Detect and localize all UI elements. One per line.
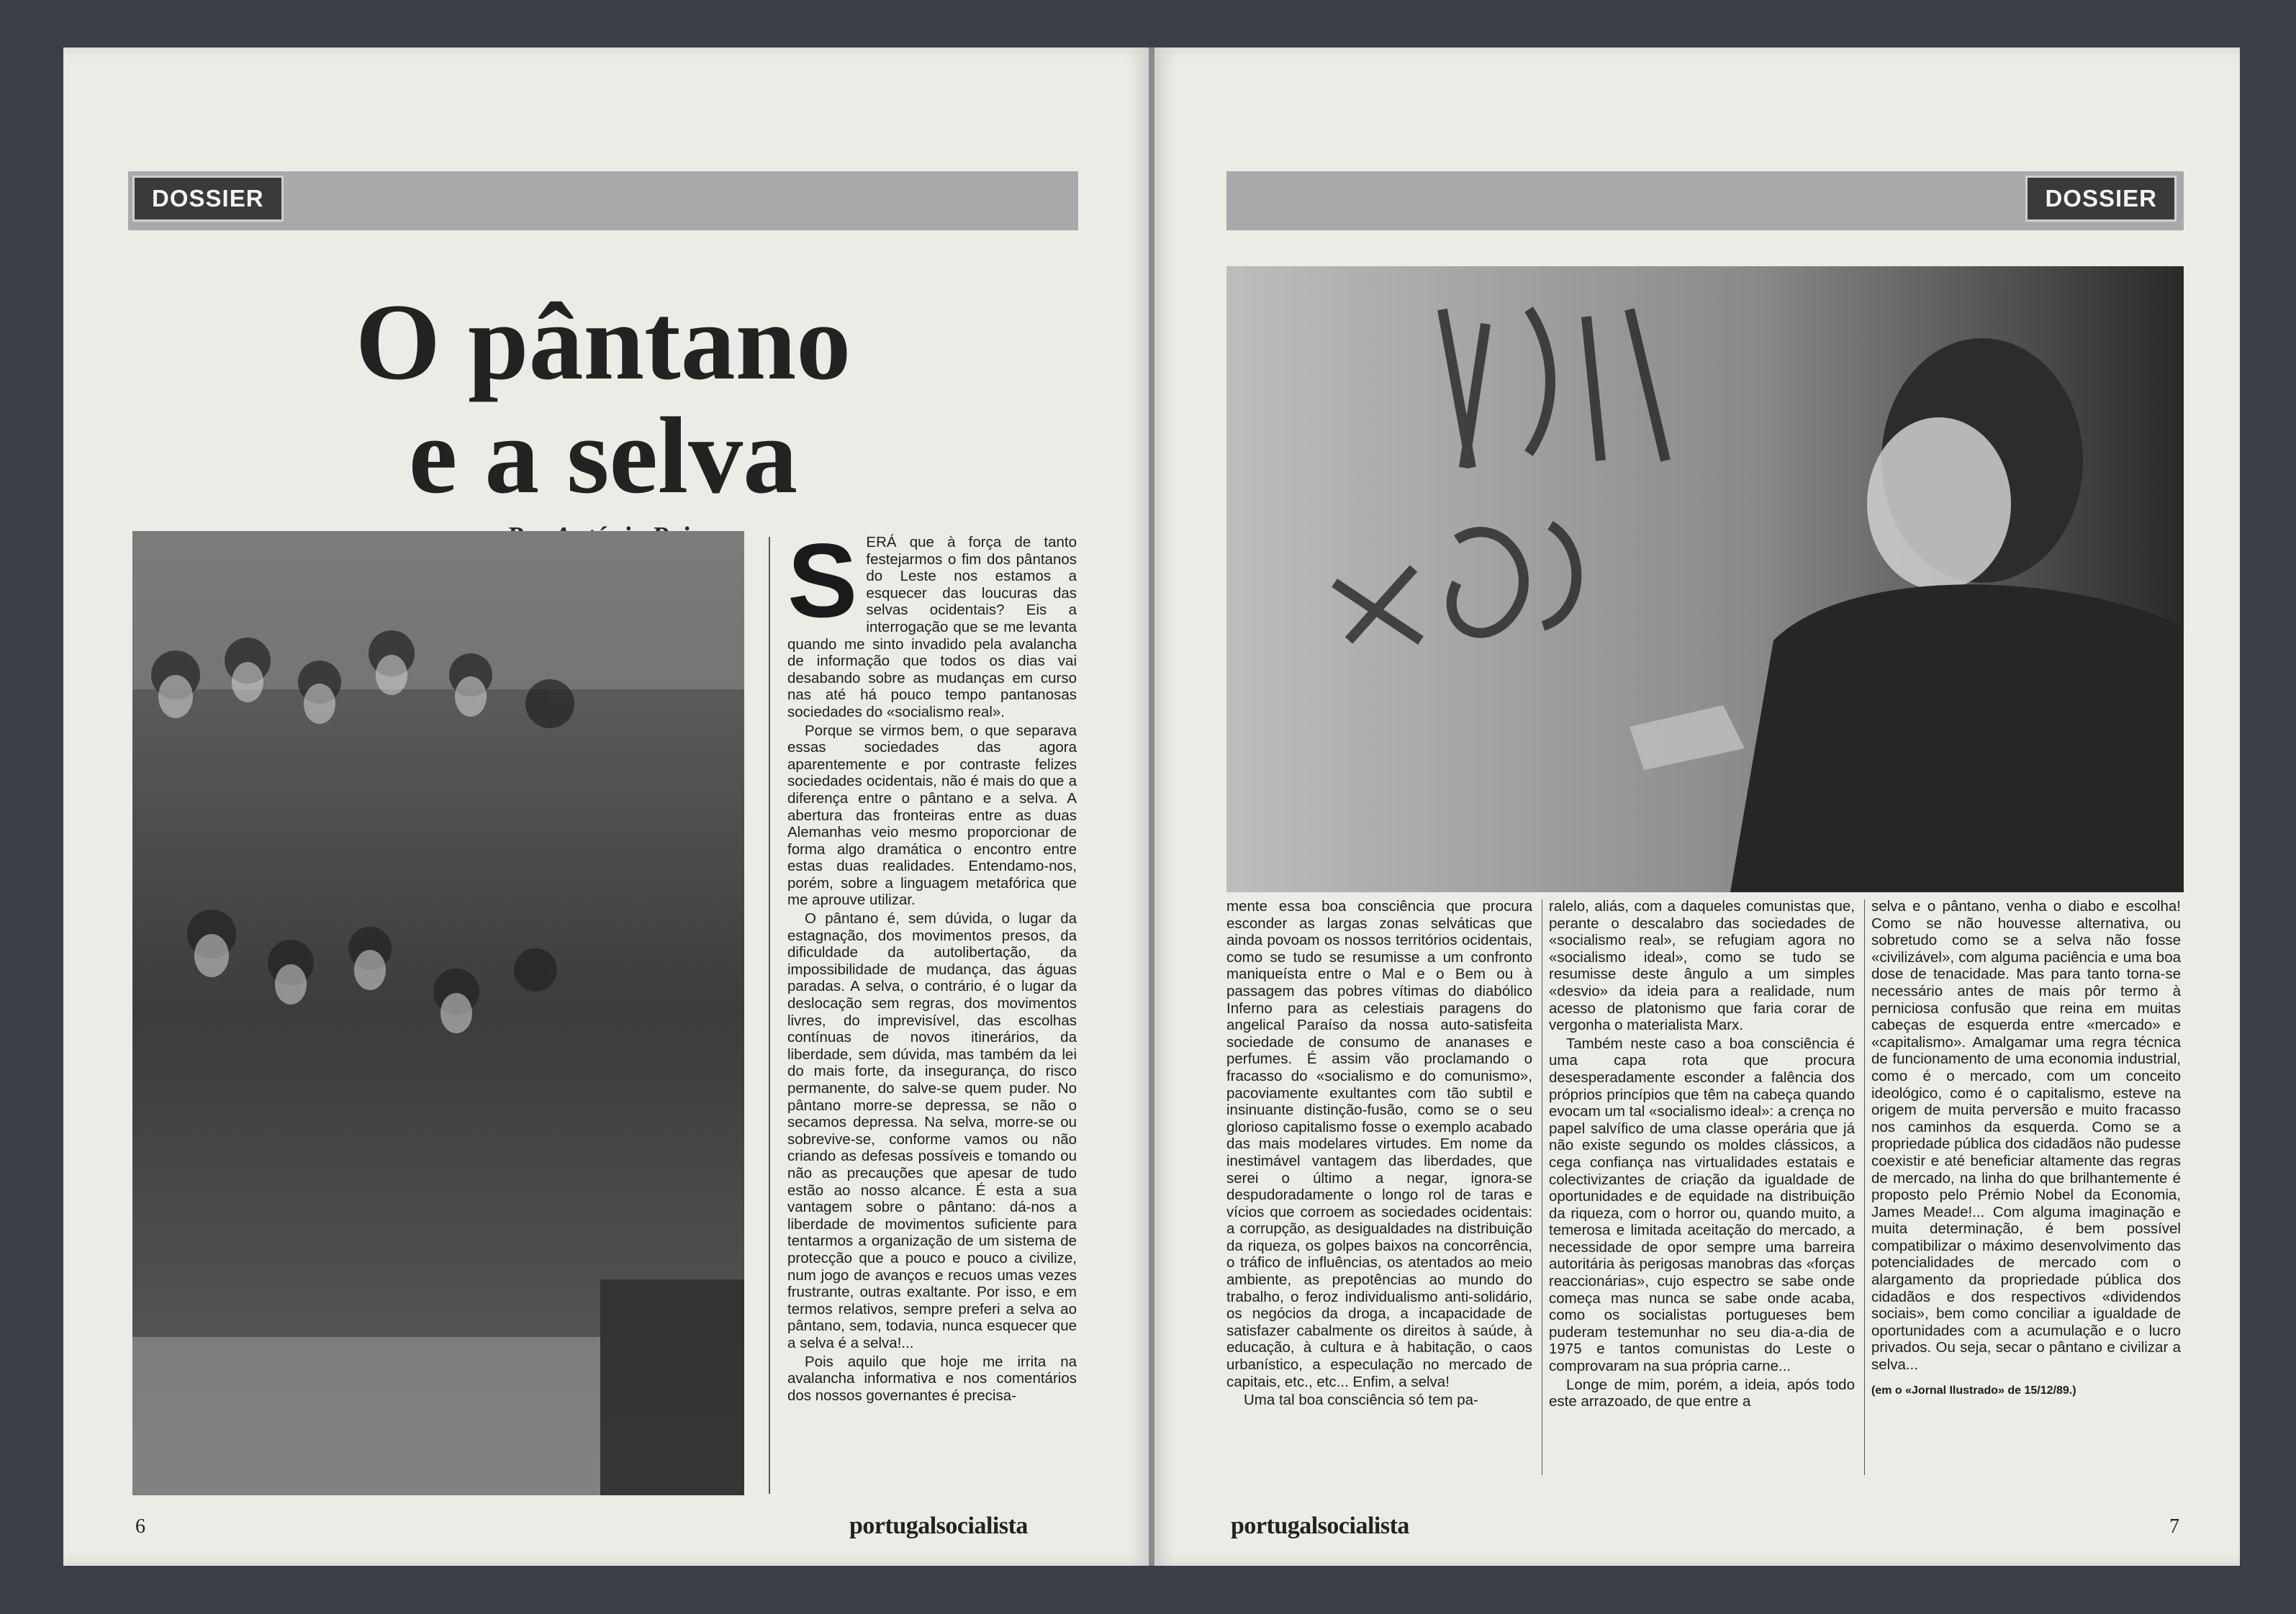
paragraph: O pântano é, sem dúvida, o lugar da estagnação, dos movimentos presos, da dificuldade da autolibertação, da impossibilidade de mudança, das águas paradas. A selva, o contrário, é o lugar da deslocação sem regras, dos movimentos livres, do imprevisível, das escolhas contínuas de novos itinerários, da liberdade, sem dúvida, mas também da lei do mais forte, da insegurança, do risco permanente, do salve-se quem puder. No pântano morre-se depressa, se não o secamos depressa. Na selva, morre-se ou sobrevive-se, conforme vamos ou não criando as defesas possíveis e tomando ou não as precauções que apesar de tudo estão ao nosso alcance. É esta a sua vantagem sobre o pântano: dá-nos a liberdade de movimentos suficiente para tentarmos a organização de um sistema de protecção que a pouco e pouco a civilize, num jogo de avanços e recuos umas vezes frustrante, outras exaltante. Por isso, e em termos relativos, sempre preferi a selva ao pântano, sem, todavia, nunca esquecer que a selva é a selva!... (787, 910, 1077, 1351)
crowd-photo (132, 531, 744, 1495)
article-column-b (1549, 898, 1855, 1412)
section-bar (1226, 171, 2184, 230)
section-bar (128, 171, 1078, 230)
article-column-1 (787, 522, 1077, 1405)
paragraph (787, 522, 1077, 721)
section-label: DOSSIER (2025, 176, 2177, 222)
article-column-a (1226, 898, 1532, 1410)
crowd-photo-icon (132, 531, 744, 1495)
berlin-wall-photo (1226, 266, 2184, 892)
paragraph: Também neste caso a boa consciência é uma capa rota que procura desesperadamente esconder a falência dos próprios princípios que têm na cabeça quando evocam um tal «socialismo ideal»: a crença no papel salvífico de uma classe operária que já não existe segundo os moldes clássicos, a cega confiança nas virtualidades estatais e colectivizantes de criação da igualdade de oportunidades e de equidade na distribuição da riqueza, com o horror ou, quando muito, a temerosa e limitada aceitação do mercado, a necessidade de opor sempre uma barreira autoritária às perigosas manobras das «forças reaccionárias», cujo espectro se sabe onde começa mas nunca se sabe onde acaba, como os socialistas portugueses bem puderam testemunhar no seu dia-a-dia de 1975 e tantos comunistas do Leste o comprovaram na sua própria carne... (1549, 1035, 1856, 1375)
berlin-wall-photo-icon (1226, 266, 2184, 892)
section-label: DOSSIER (132, 176, 284, 222)
paragraph: Uma tal boa consciência só tem pa- (1244, 1392, 1478, 1409)
paragraph: Porque se virmos bem, o que separava essas sociedades das agora aparentemente e por contraste felizes sociedades ocidentais, não é mais do que a diferença entre o pântano e a selva. A abertura das fronteiras entre as duas Alemanhas veio mesmo proporcionar de forma algo dramática o encontro entre estas duas realidades. Entendamo-nos, porém, sobre a linguagem metafórica que me aprouve utilizar. (787, 722, 1077, 909)
column-rule (769, 537, 770, 1494)
paragraph: mente essa boa consciência que procura esconder as largas zonas selváticas que ainda povoam os nossos territórios ocidentais, como se tudo se resumisse a um confronto maniqueísta entre o Mal e o Bem ou à passagem das pobres vítimas do diabólico Inferno para as celestiais paragens do angelical Paraíso da nossa auto-satisfeita sociedade de consumo de ananases e perfumes. É assim vão proclamando o fracasso do «socialismo e do comunismo», pacoviamente exultantes com tão subtil e insinuante distinção-fusão, como se o seu glorioso capitalismo fosse o exemplo acabado das mais modelares virtudes. Em nome da inestimável vantagem das liberdades, que serei o último a negar, ignora-se despudoradamente o longo rol de taras e vícios que corroem as sociedades ocidentais: a corrupção, as desigualdades na distribuição da riqueza, os golpes baixos na concorrência, o tráfico de influências, os atentados ao meio ambiente, as prepotências ao mundo do trabalho, o feroz individualismo anti-solidário, os negócios da droga, a incapacidade de satisfazer cabalmente os direitos à saúde, à educação, à cultura e à habitação, o caos urbanístico, a especulação no mercado de capitais, etc., etc... Enfim, a selva! (1226, 898, 1532, 1390)
page-number: 7 (2169, 1515, 2179, 1538)
headline-line-1: O pântano (355, 281, 851, 402)
publication-brand: portugalsocialista (849, 1513, 1028, 1539)
column-rule (1864, 899, 1865, 1475)
paragraph: Longe de mim, porém, a ideia, após todo este arrazoado, de que entre a (1549, 1376, 1855, 1410)
left-page (63, 47, 1149, 1566)
paragraph: selva e o pântano, venha o diabo e escolha! Como se não houvesse alternativa, ou sobretudo como se a selva não fosse «civilizável», com alguma paciência e uma boa dose de tenacidade. Mas para tanto torna-se necessário antes de mais pôr termo à perniciosa confusão que reina em muitas cabeças de esquerda entre «mercado» e «capitalismo». Amalgamar uma regra técnica de funcionamento de uma economia industrial, como é o mercado, com um conceito ideológico, como é o capitalismo, esteve na origem de muita perversão e muito fracasso nos caminhos da esquerda. Como se a propriedade pública dos cidadãos não pudesse coexistir e até beneficiar altamente das regras de mercado, na linha do que brilhantemente é proposto pelo Prémio Nobel da Economia, James Meade!... Com alguma imaginação e muita determinação, é bem possível compatibilizar o máximo desenvolvimento das potencialidades de mercado com o alargamento da propriedade pública dos cidadãos e dos respectivos «dividendos sociais», bem como conciliar a igualdade de oportunidades com a acumulação e o lucro privados. Ou seja, secar o pântano e civilizar a selva... (1871, 898, 2181, 1374)
drop-cap: S (787, 522, 858, 639)
headline (135, 281, 1071, 516)
page-number: 6 (135, 1515, 145, 1538)
publication-brand: portugalsocialista (1231, 1513, 1409, 1539)
paragraph: Pois aquilo que hoje me irrita na avalancha informativa e nos comentários dos nossos governantes é precisa- (787, 1353, 1077, 1404)
spine (1149, 47, 1154, 1566)
paragraph-text: ERÁ que à força de tanto festejarmos o fim dos pântanos do Leste nos estamos a esquecer das loucuras das selvas ocidentais? Eis a interrogação que se me levanta quando me sinto invadido pela avalancha de informação que todos os dias vai desabando sobre as mudanças em curso nas até há pouco tempo pantanosas sociedades do «socialismo real». (787, 534, 1077, 720)
source-note: (em o «Jornal Ilustrado» de 15/12/89.) (1871, 1384, 2076, 1397)
paragraph: ralelo, aliás, com a daqueles comunistas que, perante o descalabro das sociedades de «socialismo real», se refugiam agora no «socialismo ideal», como se tudo se resumisse deste ângulo a um simples «desvio» da ideia para a realidade, num acesso de platonismo que faria corar de vergonha o materialista Marx. (1549, 898, 1855, 1034)
article-column-c (1871, 898, 2181, 1400)
right-page (1154, 47, 2240, 1566)
headline-line-2: e a selva (408, 395, 798, 516)
